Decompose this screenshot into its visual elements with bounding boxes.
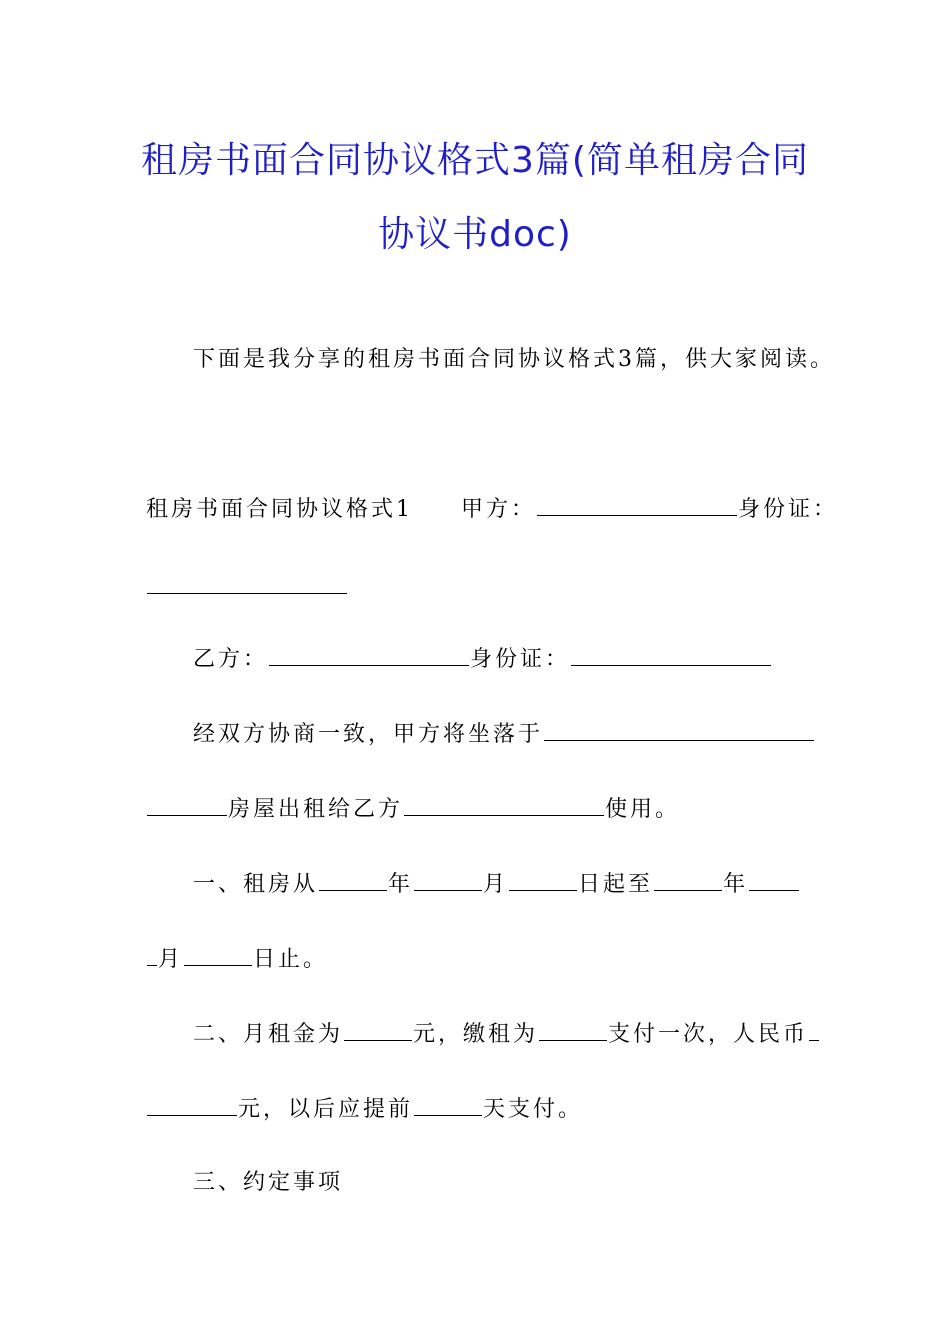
rmb-blank — [809, 1020, 819, 1041]
party-a-label: 甲方： — [461, 497, 537, 522]
end-month-blank — [749, 870, 799, 891]
document-title-line2: 协议书doc) — [378, 214, 572, 255]
year-label-2: 年 — [723, 872, 749, 897]
clause3-heading: 三、约定事项 — [193, 1170, 344, 1195]
month-label: 月 — [483, 872, 509, 897]
agreement-line — [193, 720, 815, 750]
rent-text-b: 使用。 — [605, 797, 681, 822]
days-pay-label: 天支付。 — [483, 1097, 584, 1122]
clause1-cont-line — [146, 945, 328, 975]
pay-once-label: 支付一次，人民币 — [608, 1022, 809, 1047]
start-month-blank — [414, 870, 482, 891]
section1-heading: 租房书面合同协议格式1 — [146, 497, 413, 522]
clause2-cont-line — [146, 1095, 583, 1125]
month-label-2: 月 — [158, 947, 184, 972]
yuan-pay-label: 元，缴租为 — [413, 1022, 539, 1047]
party-b-id-blank — [571, 645, 771, 666]
use-blank — [404, 795, 604, 816]
party-a-id-label: 身份证： — [738, 497, 839, 522]
document-title-line1: 租房书面合同协议格式3篇(简单租房合同 — [141, 140, 809, 181]
advance-days-blank — [414, 1095, 482, 1116]
party-a-id-line — [146, 573, 348, 603]
end-day-blank — [184, 945, 252, 966]
party-b-label: 乙方： — [193, 647, 269, 672]
clause1-line — [193, 870, 800, 900]
agreement-text: 经双方协商一致，甲方将坐落于 — [193, 722, 544, 747]
year-label: 年 — [388, 872, 414, 897]
rent-out-line — [146, 795, 680, 825]
rmb-blank-cont — [147, 1095, 237, 1116]
party-a-line — [146, 495, 838, 525]
clause2-line — [193, 1020, 820, 1050]
clause1-start: 一、租房从 — [193, 872, 319, 897]
intro-paragraph: 下面是我分享的租房书面合同协议格式3篇，供大家阅读。 — [193, 347, 835, 372]
day-to-label: 日止。 — [253, 947, 329, 972]
clause2-cont: 元，以后应提前 — [238, 1097, 414, 1122]
start-year-blank — [319, 870, 387, 891]
clause2-start: 二、月租金为 — [193, 1022, 344, 1047]
party-b-line — [193, 645, 772, 675]
pay-period-blank — [539, 1020, 607, 1041]
party-a-blank — [537, 495, 737, 516]
monthly-rent-blank — [344, 1020, 412, 1041]
location-blank-cont — [147, 795, 227, 816]
rent-text-a: 房屋出租给乙方 — [228, 797, 404, 822]
end-month-blank-cont — [147, 945, 157, 966]
party-b-id-label: 身份证： — [470, 647, 571, 672]
location-blank — [544, 720, 814, 741]
party-a-id-blank — [147, 573, 347, 594]
day-from-label: 日起至 — [578, 872, 654, 897]
start-day-blank — [509, 870, 577, 891]
end-year-blank — [654, 870, 722, 891]
party-b-blank — [269, 645, 469, 666]
